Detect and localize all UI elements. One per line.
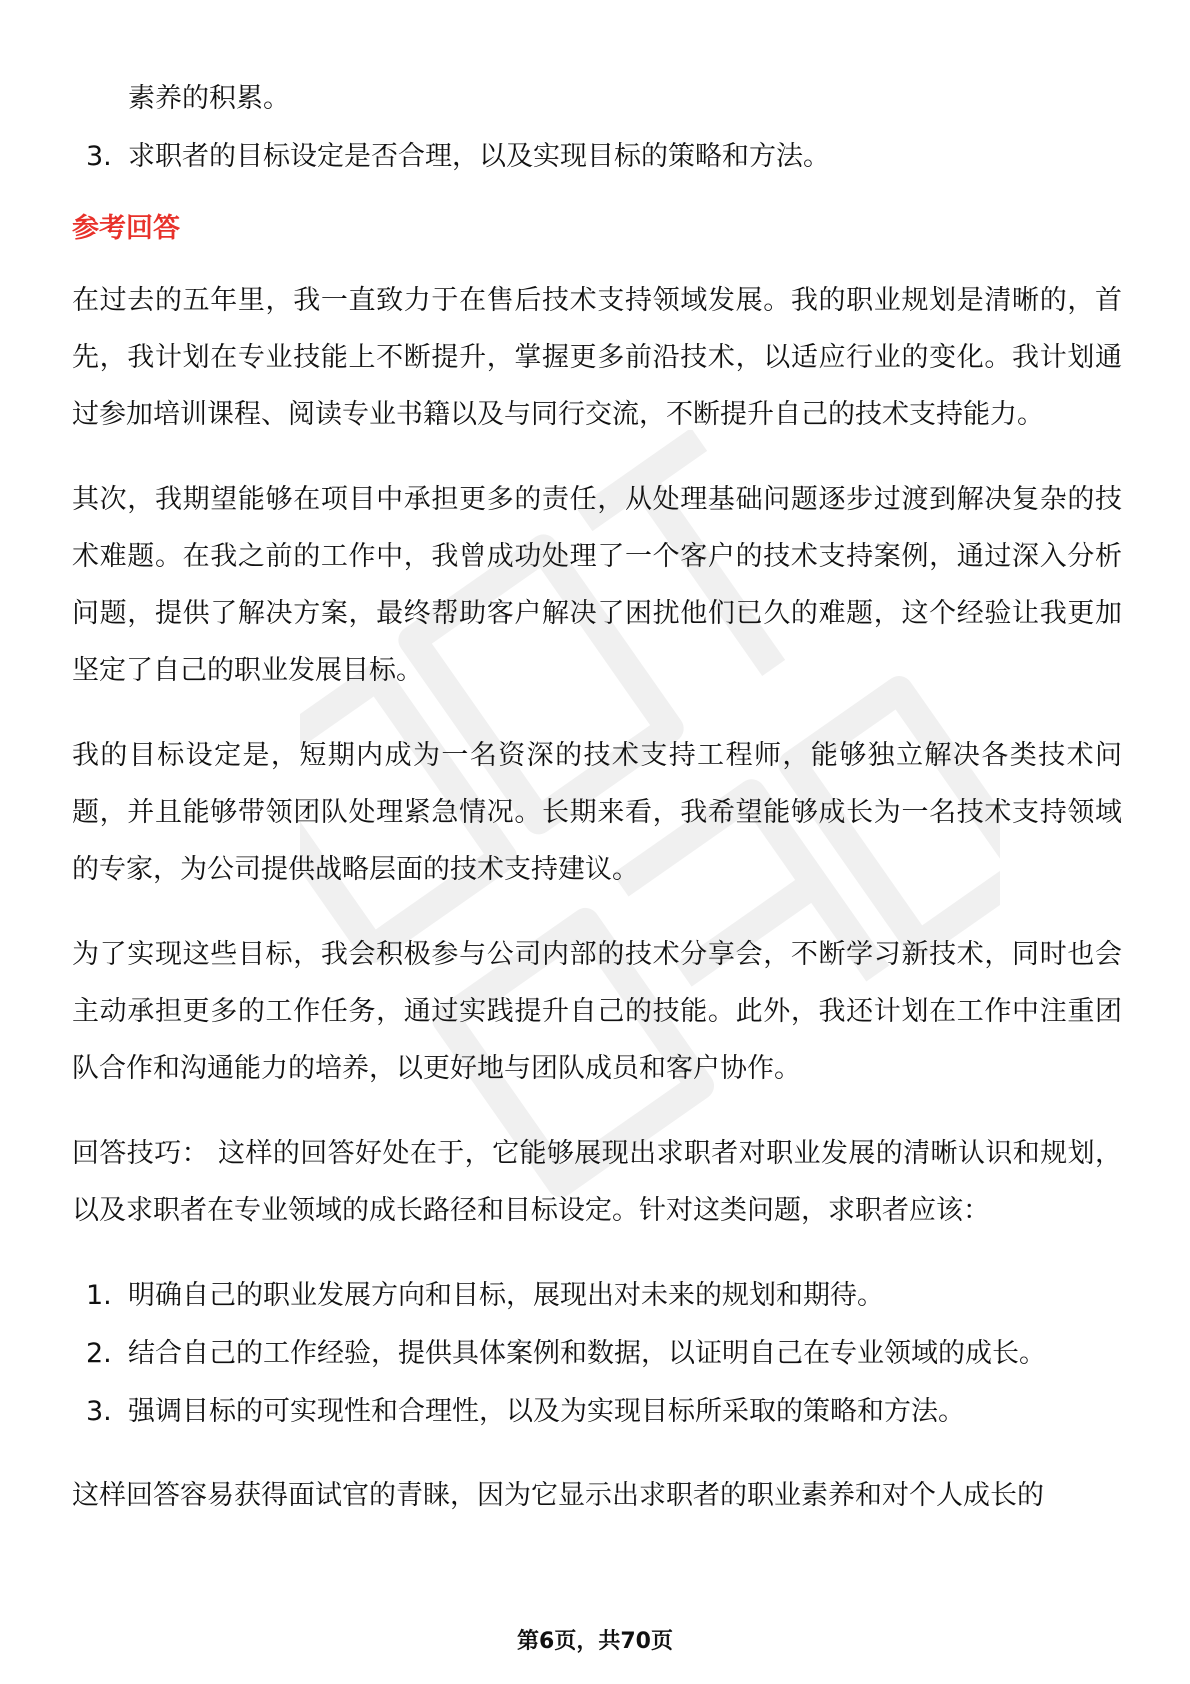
list-item-text: 结合自己的工作经验，提供具体案例和数据，以证明自己在专业领域的成长。 bbox=[128, 1338, 1046, 1369]
list-item-text: 明确自己的职业发展方向和目标，展现出对未来的规划和期待。 bbox=[128, 1280, 884, 1311]
list-item bbox=[72, 128, 1122, 186]
list-item-text: 求职者的目标设定是否合理，以及实现目标的策略和方法。 bbox=[128, 141, 830, 172]
list-item-text: 强调目标的可实现性和合理性，以及为实现目标所采取的策略和方法。 bbox=[128, 1396, 965, 1427]
answer-paragraph-1: 在过去的五年里，我一直致力于在售后技术支持领域发展。我的职业规划是清晰的，首先，我计划在专业技能上不断提升，掌握更多前沿技术，以适应行业的变化。我计划通过参加培训课程、阅读专业书籍以及与同行交流，不断提升自己的技术支持能力。 bbox=[72, 285, 1122, 430]
list-item bbox=[72, 1267, 1122, 1325]
list-item-number: 3. bbox=[86, 141, 112, 172]
section-heading: 参考回答 bbox=[72, 213, 180, 244]
page-number: 第6页，共70页 bbox=[517, 1629, 673, 1654]
tips-list bbox=[72, 1267, 1122, 1441]
list-item bbox=[72, 1383, 1122, 1441]
answer-paragraph-3: 我的目标设定是，短期内成为一名资深的技术支持工程师，能够独立解决各类技术问题，并且能够带领团队处理紧急情况。长期来看，我希望能够成长为一名技术支持领域的专家，为公司提供战略层面的技术支持建议。 bbox=[72, 740, 1122, 885]
closing-paragraph: 这样回答容易获得面试官的青睐，因为它显示出求职者的职业素养和对个人成长的 bbox=[72, 1480, 1044, 1511]
list-item bbox=[72, 1325, 1122, 1383]
document-body bbox=[72, 70, 1122, 1552]
list-item-number: 3. bbox=[86, 1396, 112, 1427]
list-item-continuation: 素养的积累。 bbox=[128, 83, 290, 114]
answer-paragraph-2: 其次，我期望能够在项目中承担更多的责任，从处理基础问题逐步过渡到解决复杂的技术难题。在我之前的工作中，我曾成功处理了一个客户的技术支持案例，通过深入分析问题，提供了解决方案，最终帮助客户解决了困扰他们已久的难题，这个经验让我更加坚定了自己的职业发展目标。 bbox=[72, 484, 1122, 686]
list-item-number: 2. bbox=[86, 1338, 112, 1369]
list-item-number: 1. bbox=[86, 1280, 112, 1311]
answer-paragraph-4: 为了实现这些目标，我会积极参与公司内部的技术分享会，不断学习新技术，同时也会主动承担更多的工作任务，通过实践提升自己的技能。此外，我还计划在工作中注重团队合作和沟通能力的培养，以更好地与团队成员和客户协作。 bbox=[72, 939, 1122, 1084]
tips-paragraph: 回答技巧： 这样的回答好处在于，它能够展现出求职者对职业发展的清晰认识和规划，以及求职者在专业领域的成长路径和目标设定。针对这类问题，求职者应该： bbox=[72, 1138, 1122, 1226]
